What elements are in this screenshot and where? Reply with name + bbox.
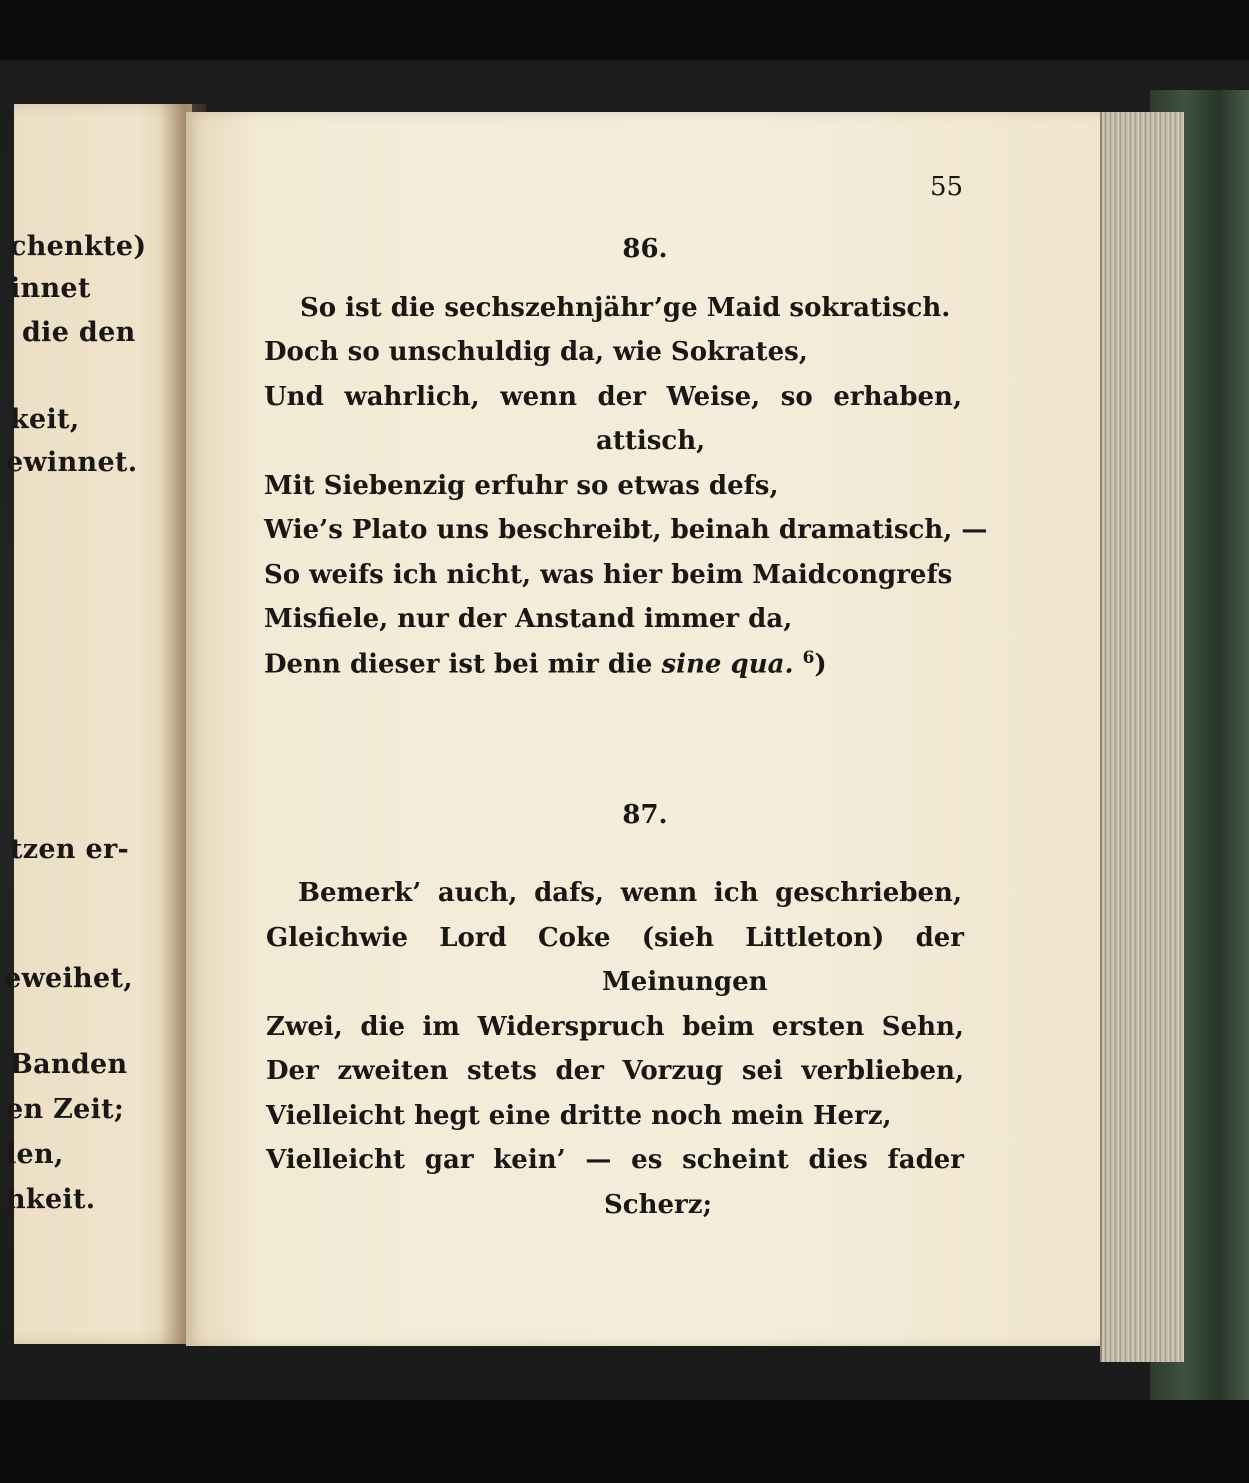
page-number: 55 [930, 172, 964, 202]
left-line-4: keit, [10, 404, 80, 435]
verse-87-line-2: Gleichwie Lord Coke (sieh Littleton) der [266, 923, 964, 953]
verse-86-line-8-text: Denn dieser ist bei mir die [264, 649, 653, 680]
left-line-10: len, [6, 1139, 64, 1170]
verse-86-line-1: So ist die sechszehnjähr’ge Maid sokratisch. [300, 293, 951, 323]
stanza-number-86: 86. [622, 234, 668, 264]
left-line-5: ewinnet. [6, 447, 138, 478]
verse-87-line-3: Zwei, die im Widerspruch beim ersten Sehn, [266, 1012, 964, 1042]
verse-86-line-3-continuation: attisch, [596, 426, 706, 456]
left-line-8: Banden [10, 1049, 128, 1080]
left-line-1: chenkte) [10, 231, 147, 262]
verse-86-italic-phrase: sine qua. [661, 649, 794, 680]
verse-86-line-4: Mit Siebenzig erfuhr so etwas defs, [264, 471, 779, 501]
left-line-6: tzen er- [10, 834, 130, 865]
footnote-closing-paren: ) [814, 649, 827, 680]
verse-87-line-1: Bemerk’ auch, dafs, wenn ich geschrieben, [298, 878, 962, 908]
left-line-2: innet [10, 273, 91, 304]
left-line-7: eweihet, [4, 963, 133, 994]
verse-87-line-2-continuation: Meinungen [602, 967, 768, 997]
verse-86-line-6: So weifs ich nicht, was hier beim Maidcongrefs [264, 560, 953, 590]
verse-86-line-8 [264, 648, 827, 680]
footnote-marker: 6 [802, 648, 815, 668]
verse-86-line-2: Doch so unschuldig da, wie Sokrates, [264, 337, 808, 367]
left-line-3: die den [22, 317, 136, 348]
verse-86-line-5: Wie’s Plato uns beschreibt, beinah dramatisch, — [264, 515, 988, 545]
verse-87-line-6: Vielleicht gar kein’ — es scheint dies fader [266, 1145, 964, 1175]
left-line-9: en Zeit; [6, 1094, 125, 1125]
verse-87-line-6-continuation: Scherz; [604, 1190, 713, 1220]
left-line-11: hkeit. [6, 1184, 96, 1215]
verse-87-line-4: Der zweiten stets der Vorzug sei verblieben, [266, 1056, 964, 1086]
page-block-edges [1100, 112, 1184, 1362]
stanza-number-87: 87. [622, 800, 668, 830]
verse-86-line-7: Misfiele, nur der Anstand immer da, [264, 604, 793, 634]
verse-86-line-3: Und wahrlich, wenn der Weise, so erhaben, [264, 382, 962, 412]
verse-87-line-5: Vielleicht hegt eine dritte noch mein Herz, [266, 1101, 892, 1131]
